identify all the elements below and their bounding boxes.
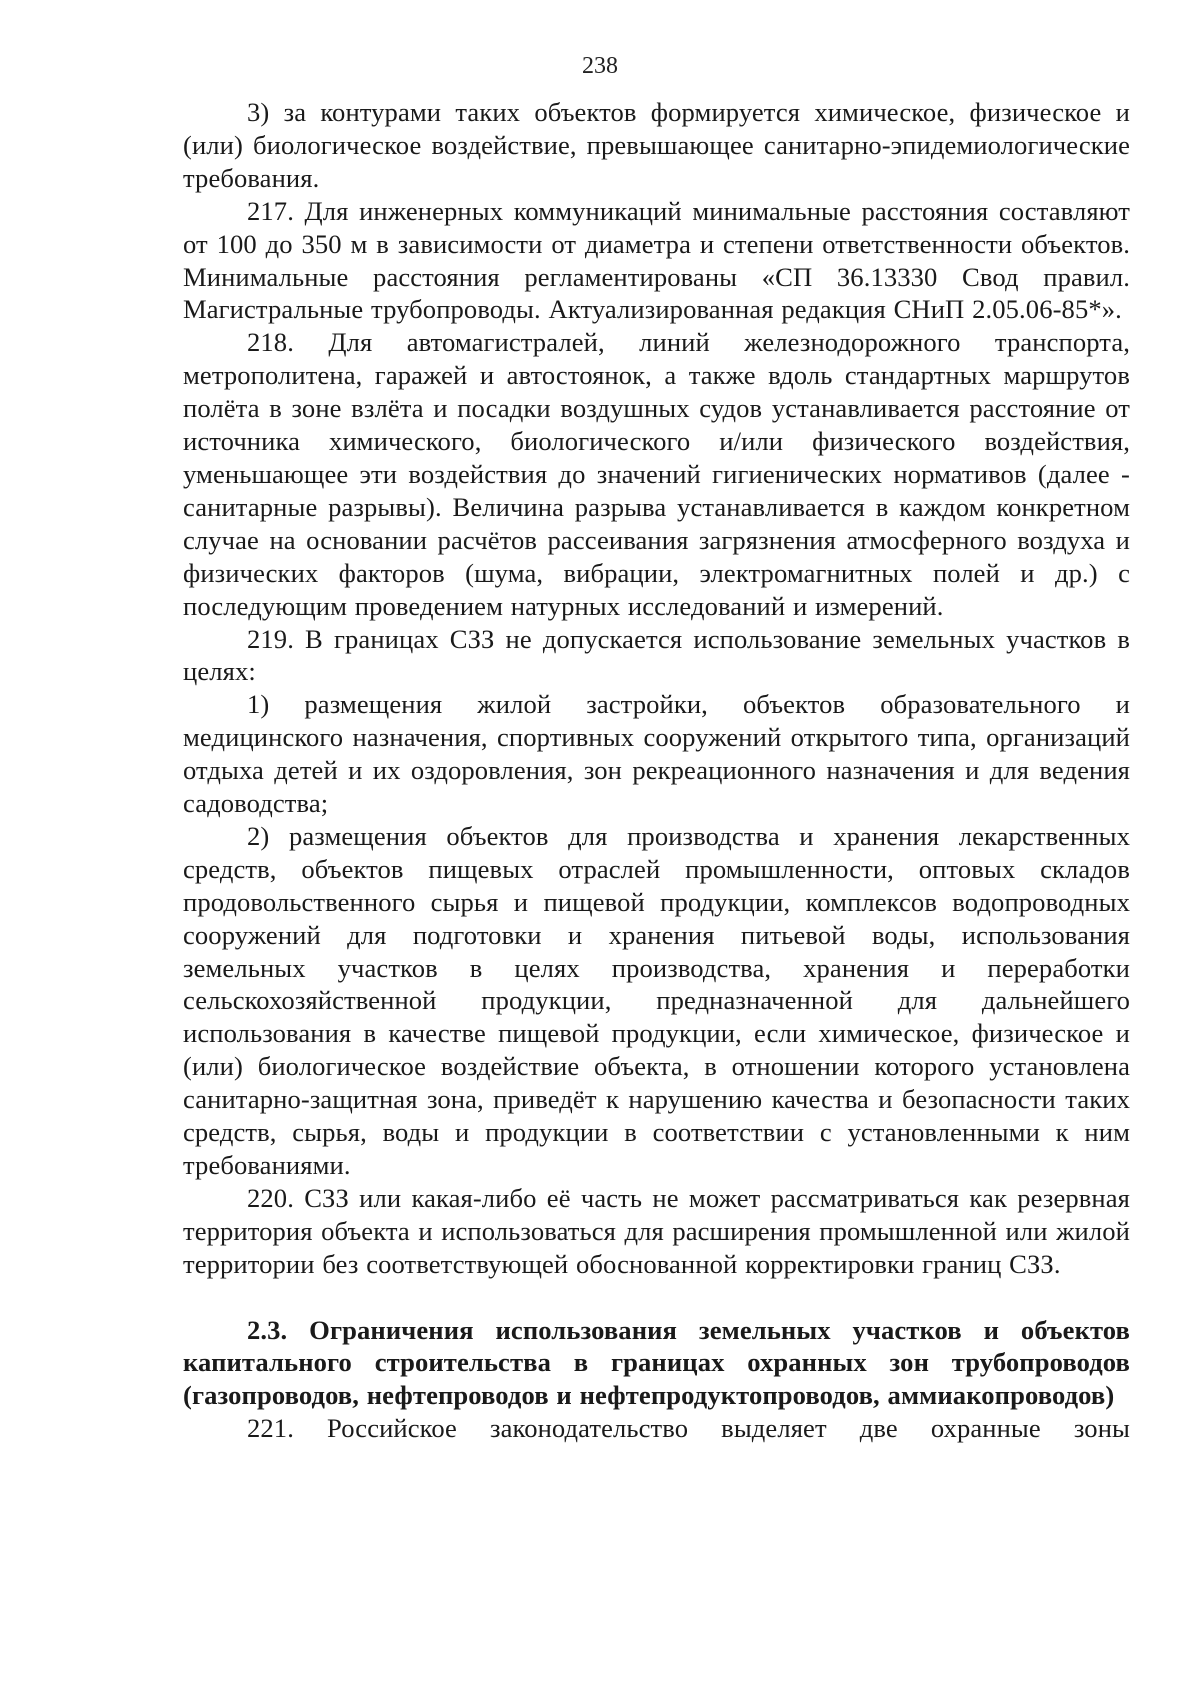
paragraph-item-3: 3) за контурами таких объектов формируется химическое, физическое и (или) биологическое воздействие, превышающее санитарно-эпидемиологические требования. [183,97,1130,193]
paragraph-217: 217. Для инженерных коммуникаций минимальные расстояния составляют от 100 до 350 м в зависимости от диаметра и степени ответственности объектов. Минимальные расстояния регламентированы «СП 36.13330 Свод правил. Магистральные трубопроводы. Актуализированная редакция СНиП 2.05.06-85*». [183,195,1130,325]
paragraph-221: 221. Российское законодательство выделяет две охранные зоны [247,1413,1130,1444]
paragraph-220: 220. СЗЗ или какая-либо её часть не может рассматриваться как резервная территория объекта и использоваться для расширения промышленной или жилой территории без соответствующей обоснованной корректировки границ СЗЗ. [183,1182,1130,1279]
section-spacer [183,1281,1130,1314]
page-number: 238 [582,53,618,79]
paragraph-219-item-2: 2) размещения объектов для производства и хранения лекарственных средств, объектов пищевых отраслей промышленности, оптовых складов продовольственного сырья и пищевой продукции, комплексов водопроводных сооружений для подготовки и хранения питьевой воды, использования земельных участков в целях производства, хранения и переработки сельскохозяйственной продукции, предназначенной для дальнейшего использования в качестве пищевой продукции, если химическое, физическое и (или) биологическое воздействие объекта, в отношении которого установлена санитарно-защитная зона, приведёт к нарушению качества и безопасности таких средств, сырья, воды и продукции в соответствии с установленными к ним требованиями. [183,820,1130,1180]
paragraph-219-item-1: 1) размещения жилой застройки, объектов образовательного и медицинского назначения, спортивных сооружений открытого типа, организаций отдыха детей и их оздоровления, зон рекреационного назначения и для ведения садоводства; [183,689,1130,819]
document-body [183,96,1130,1445]
section-heading: 2.3. Ограничения использования земельных участков и объектов капитального строительства в границах охранных зон трубопроводов (газопроводов, нефтепроводов и нефтепродуктопроводов, аммиакопроводов) [183,1314,1130,1411]
paragraph-218: 218. Для автомагистралей, линий железнодорожного транспорта, метрополитена, гаражей и автостоянок, а также вдоль стандартных маршрутов полёта в зоне взлёта и посадки воздушных судов устанавливается расстояние от источника химического, биологического и/или физического воздействия, уменьшающее эти воздействия до значений гигиенических нормативов (далее - санитарные разрывы). Величина разрыва устанавливается в каждом конкретном случае на основании расчётов рассеивания загрязнения атмосферного воздуха и физических факторов (шума, вибрации, электромагнитных полей и др.) с последующим проведением натурных исследований и измерений. [183,327,1130,621]
paragraph-219: 219. В границах СЗЗ не допускается использование земельных участков в целях: [183,623,1130,687]
